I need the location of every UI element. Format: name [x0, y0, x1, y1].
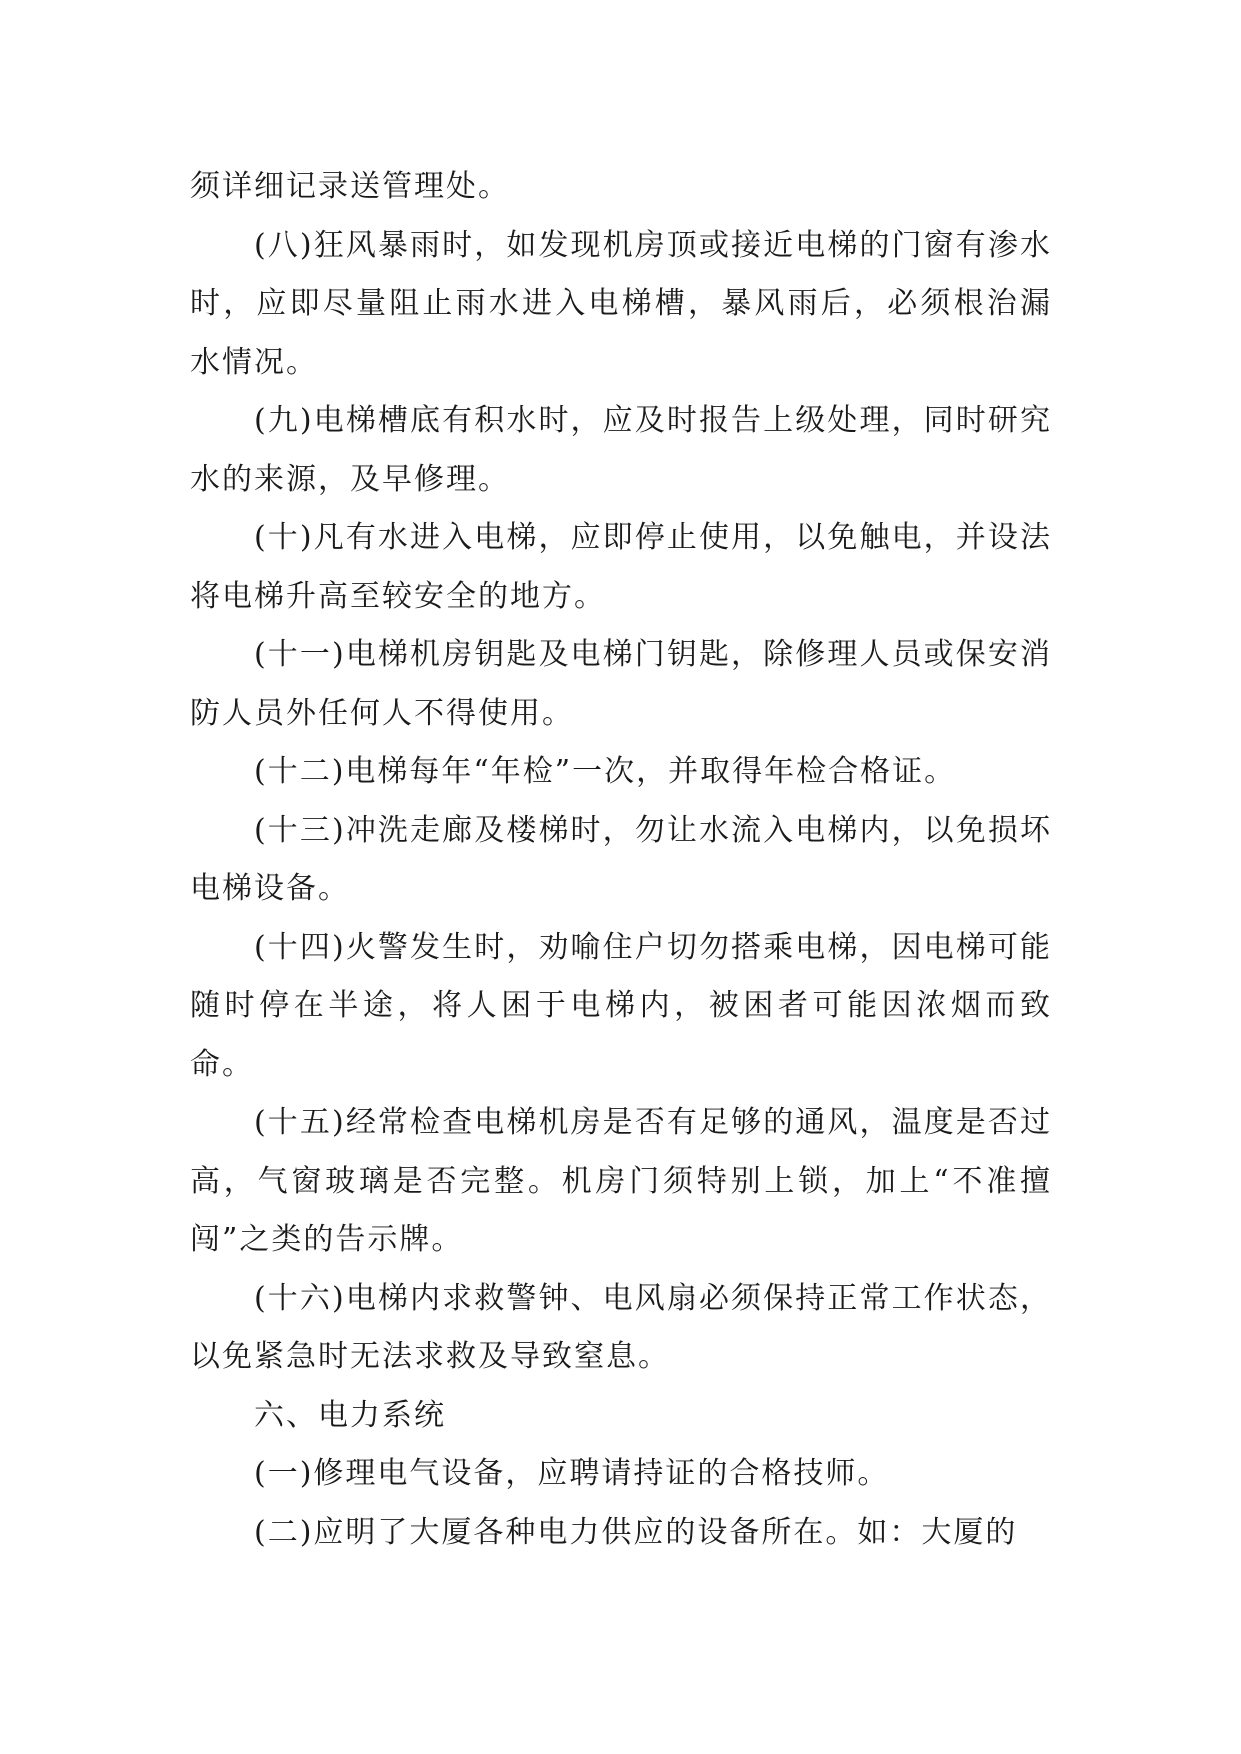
paragraph-item-16: (十六)电梯内求救警钟、电风扇必须保持正常工作状态，以免紧急时无法求救及导致窒息。	[190, 1280, 1052, 1374]
paragraph-item-11: (十一)电梯机房钥匙及电梯门钥匙，除修理人员或保安消防人员外任何人不得使用。	[190, 637, 1052, 731]
section-heading-power-system: 六、电力系统	[254, 1397, 446, 1433]
paragraph-item-9: (九)电梯槽底有积水时，应及时报告上级处理，同时研究水的来源，及早修理。	[190, 403, 1052, 497]
paragraph-power-item-2: (二)应明了大厦各种电力供应的设备所在。如：大厦的	[254, 1514, 1018, 1550]
paragraph-item-15: (十五)经常检查电梯机房是否有足够的通风，温度是否过高，气窗玻璃是否完整。机房门须特别上锁，加上“不准擅闯”之类的告示牌。	[190, 1105, 1052, 1257]
paragraph-item-14: (十四)火警发生时，劝喻住户切勿搭乘电梯，因电梯可能随时停在半途，将人困于电梯内，被困者可能因浓烟而致命。	[190, 929, 1052, 1082]
paragraph-item-8: (八)狂风暴雨时，如发现机房顶或接近电梯的门窗有渗水时，应即尽量阻止雨水进入电梯槽，暴风雨后，必须根治漏水情况。	[190, 227, 1052, 380]
paragraph-item-10: (十)凡有水进入电梯，应即停止使用，以免触电，并设法将电梯升高至较安全的地方。	[190, 520, 1052, 614]
paragraph-power-item-1: (一)修理电气设备，应聘请持证的合格技师。	[254, 1456, 890, 1491]
paragraph-continuation: 须详细记录送管理处。	[190, 169, 510, 204]
paragraph-item-13: (十三)冲洗走廊及楼梯时，勿让水流入电梯内，以免损坏电梯设备。	[190, 812, 1052, 906]
paragraph-item-12: (十二)电梯每年“年检”一次，并取得年检合格证。	[254, 754, 957, 789]
document-body	[190, 158, 1052, 1562]
